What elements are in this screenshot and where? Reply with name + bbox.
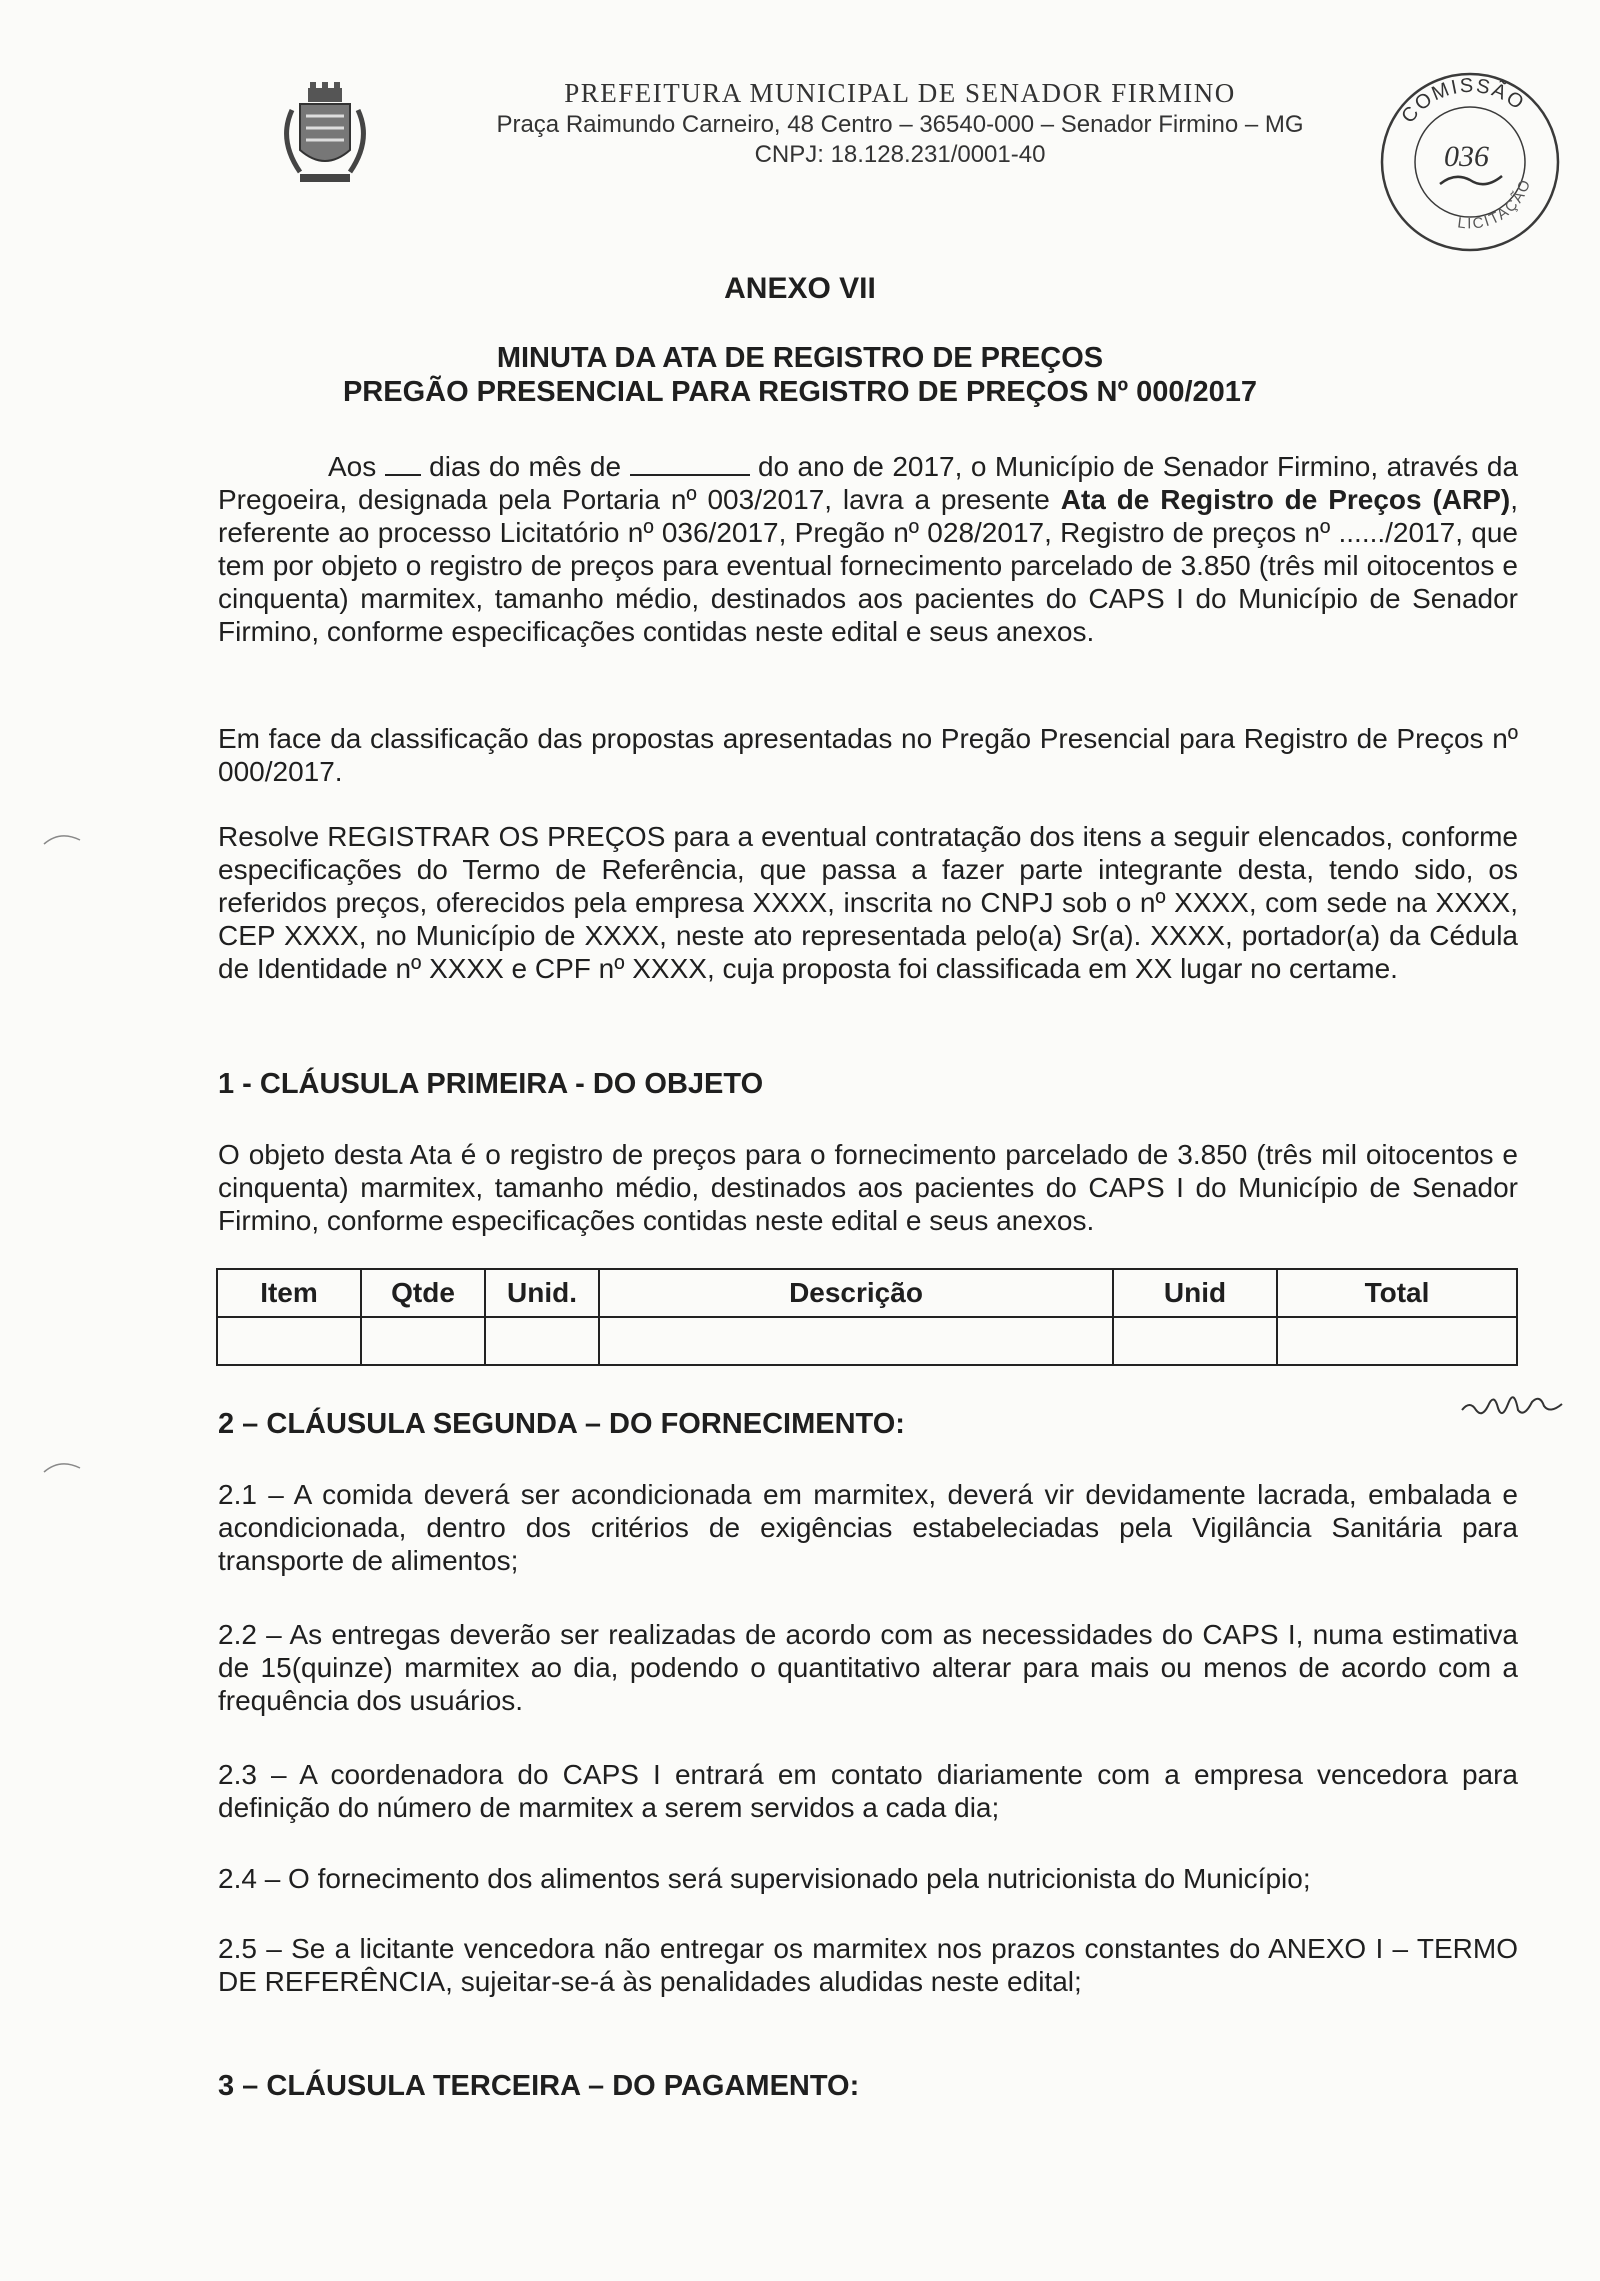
commission-stamp xyxy=(1370,62,1570,262)
section-1-title: 1 - CLÁUSULA PRIMEIRA - DO OBJETO xyxy=(218,1068,764,1100)
handwritten-initials xyxy=(1458,1380,1568,1430)
table-header-row xyxy=(217,1269,1517,1317)
col-descricao: Descrição xyxy=(599,1269,1113,1317)
svg-text:LICITAÇÃO xyxy=(1457,176,1535,232)
p1-body: do ano de 2017, o Município de Senador Firmino, através da Pregoeira, designada pela Portaria nº 003/2017, lavra a presente xyxy=(218,451,1519,515)
stamp-top-text: COMISSÃO xyxy=(1397,74,1530,128)
clause-2-5: 2.5 – Se a licitante vencedora não entregar os marmitex nos prazos constantes do ANEXO I – TERMO DE REFERÊNCIA, sujeitar-se-á às penalidades aludidas neste edital; xyxy=(218,1933,1518,1997)
col-qtde: Qtde xyxy=(361,1269,485,1317)
letterhead-address: Praça Raimundo Carneiro, 48 Centro – 36540-000 – Senador Firmino – MG xyxy=(496,111,1304,138)
scan-mark xyxy=(42,828,82,848)
letterhead xyxy=(400,78,1400,169)
section-1-text: O objeto desta Ata é o registro de preços para o fornecimento parcelado de 3.850 (três mil oitocentos e cinquenta) marmitex, tamanho médio, destinados aos pacientes do CAPS I do Município de Senador Firmino, conforme especificações contidas neste edital e seus anexos. xyxy=(218,1139,1518,1236)
classification-paragraph: Em face da classificação das propostas apresentadas no Pregão Presencial para Registro de Preços nº 000/2017. xyxy=(218,723,1518,787)
clause-2-3: 2.3 – A coordenadora do CAPS I entrará em contato diariamente com a empresa vencedora para definição do número de marmitex a serem servidos a cada dia; xyxy=(218,1759,1518,1823)
municipal-crest-icon xyxy=(270,80,380,190)
day-blank xyxy=(385,450,421,476)
p1-bold-title: Ata de Registro de Preços (ARP) xyxy=(1060,484,1511,515)
annex-title: ANEXO VII xyxy=(724,272,876,305)
p1-rest: , referente ao processo Licitatório nº 036/2017, Pregão nº 028/2017, Registro de preços nº ....../2017, que tem por objeto o registro de preços para eventual fornecimento parcelado de 3.850 (três mil oitocentos e cinquenta) marmitex, tamanho médio, destinados aos pacientes do CAPS I do Município de Senador Firmino, conforme especificações contidas neste edital e seus anexos. xyxy=(218,484,1518,647)
month-blank xyxy=(630,450,750,476)
tender-title: PREGÃO PRESENCIAL PARA REGISTRO DE PREÇOS Nº 000/2017 xyxy=(342,376,1258,408)
items-table xyxy=(216,1268,1518,1366)
p1-mes: dias do mês de xyxy=(429,451,622,482)
resolve-paragraph: Resolve REGISTRAR OS PREÇOS para a eventual contratação dos itens a seguir elencados, conforme especificações do Termo de Referência, que passa a fazer parte integrante desta, tendo sido, os referidos preços, oferecidos pela empresa XXXX, inscrita no CNPJ sob o nº XXXX, com sede na XXXX, CEP XXXX, no Município de XXXX, neste ato representada pelo(a) Sr(a). XXXX, portador(a) da Cédula de Identidade nº XXXX e CPF nº XXXX, cuja proposta foi classificada em XX lugar no certame. xyxy=(218,821,1518,984)
stamp-number: 036 xyxy=(1444,140,1489,173)
section-3-title: 3 – CLÁUSULA TERCEIRA – DO PAGAMENTO: xyxy=(218,2070,860,2102)
col-unid-price: Unid xyxy=(1113,1269,1277,1317)
stamp-bottom-text: LICITAÇÃO xyxy=(1456,176,1535,233)
minute-title: MINUTA DA ATA DE REGISTRO DE PREÇOS xyxy=(496,342,1104,374)
col-item: Item xyxy=(217,1269,361,1317)
col-unid: Unid. xyxy=(485,1269,599,1317)
clause-2-4: 2.4 – O fornecimento dos alimentos será supervisionado pela nutricionista do Município; xyxy=(218,1863,1311,1894)
opening-paragraph xyxy=(218,450,1518,648)
letterhead-cnpj: CNPJ: 18.128.231/0001-40 xyxy=(754,141,1046,168)
clause-2-2: 2.2 – As entregas deverão ser realizadas de acordo com as necessidades do CAPS I, numa estimativa de 15(quinze) marmitex ao dia, podendo o quantitativo alterar para mais ou menos de acordo com a frequência dos usuários. xyxy=(218,1619,1518,1716)
letterhead-title: PREFEITURA MUNICIPAL DE SENADOR FIRMINO xyxy=(564,78,1236,108)
table-row xyxy=(217,1317,1517,1365)
stamp-signature xyxy=(1440,176,1502,184)
p1-aos: Aos xyxy=(328,451,377,482)
scan-mark xyxy=(42,1456,82,1476)
clause-2-1: 2.1 – A comida deverá ser acondicionada em marmitex, deverá vir devidamente lacrada, embalada e acondicionada, dentro dos critérios de exigências estabeleciadas pela Vigilância Sanitária para transporte de alimentos; xyxy=(218,1479,1518,1576)
col-total: Total xyxy=(1277,1269,1517,1317)
section-2-title: 2 – CLÁUSULA SEGUNDA – DO FORNECIMENTO: xyxy=(218,1408,905,1440)
